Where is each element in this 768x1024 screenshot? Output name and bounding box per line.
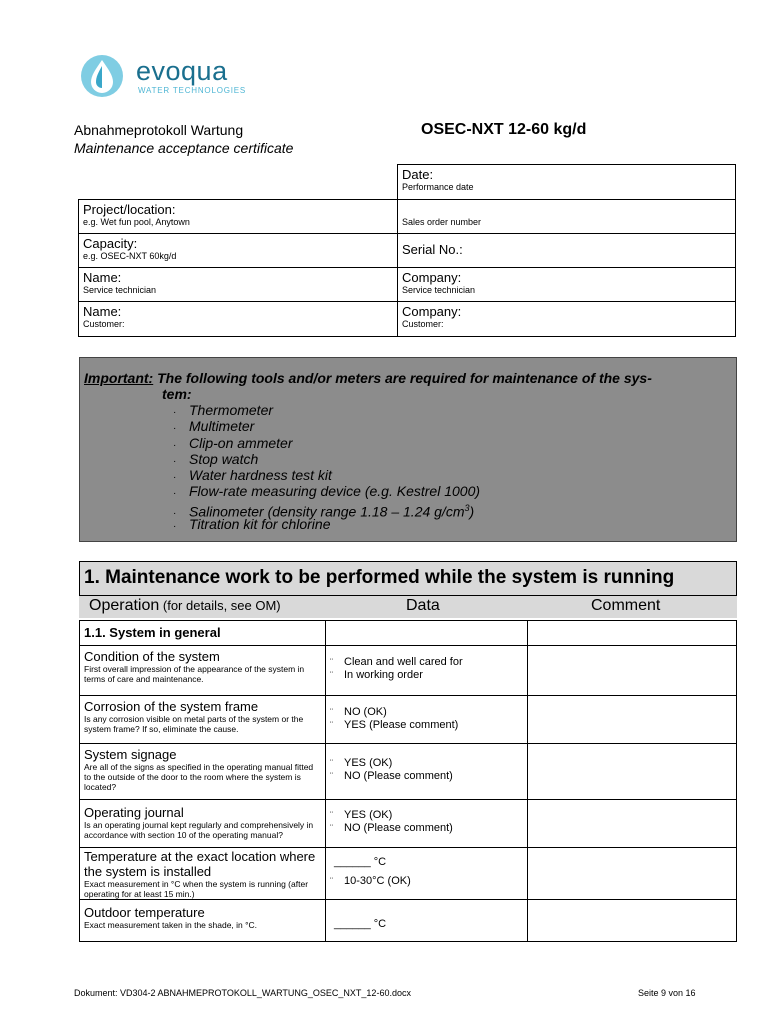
logo-brand: evoqua — [136, 56, 228, 86]
technician-name-sub: Service technician — [83, 285, 157, 295]
technician-company-cell[interactable] — [397, 267, 736, 302]
sales-order-cell[interactable] — [397, 199, 736, 234]
column-headers — [79, 596, 737, 618]
section-title: 1. Maintenance work to be performed while the system is running — [79, 561, 737, 596]
list-item: · Thermometer — [173, 402, 274, 418]
checkbox-option[interactable]: ¨ NO (Please comment) — [330, 770, 453, 782]
list-item: · Titration kit for chlorine — [173, 516, 331, 533]
checkbox-option[interactable]: ¨ Clean and well cared for — [330, 656, 463, 668]
table-row: Outdoor temperature Exact measurement taken in the shade, in °C. ______ °C — [79, 900, 737, 942]
technician-company-label: Company: — [402, 270, 462, 285]
title-english: Maintenance acceptance certificate — [74, 140, 294, 156]
customer-company-label: Company: — [402, 304, 462, 319]
footer-document: Dokument: VD304-2 ABNAHMEPROTOKOLL_WARTUNG_OSEC_NXT_12-60.docx — [74, 988, 411, 998]
list-item: · Flow-rate measuring device (e.g. Kestrel 1000) — [173, 483, 481, 500]
evoqua-logo — [80, 54, 270, 98]
title-german: Abnahmeprotokoll Wartung — [74, 122, 244, 138]
technician-company-sub: Service technician — [402, 285, 476, 295]
technician-name-label: Name: — [83, 270, 122, 285]
table-row: Condition of the system First overall impression of the appearance of the system in terms of care and maintenance. ¨ Clean and well cared for ¨ In working order — [79, 646, 737, 696]
capacity-cell[interactable] — [78, 233, 398, 268]
comment-cell[interactable] — [528, 696, 738, 743]
date-sub: Performance date — [402, 182, 474, 192]
comment-cell[interactable] — [528, 848, 738, 899]
table-row: Corrosion of the system frame Is any corrosion visible on metal parts of the system or the system frame? If so, eliminate the cause. ¨ NO (OK) ¨ YES (Please comment) — [79, 696, 737, 744]
comment-cell[interactable] — [528, 800, 738, 847]
customer-company-sub: Customer: — [402, 319, 444, 329]
subsection-title: 1.1. System in general — [84, 625, 221, 640]
checkbox-option[interactable]: ¨ YES (OK) — [330, 809, 393, 821]
date-cell[interactable] — [397, 164, 736, 200]
checkbox-option[interactable]: ¨ In working order — [330, 669, 423, 681]
serial-label: Serial No.: — [402, 242, 463, 257]
list-item: · Multimeter — [173, 418, 255, 435]
checkbox-option[interactable]: ¨ YES (OK) — [330, 757, 393, 769]
list-item: · Water hardness test kit — [173, 467, 332, 484]
important-text-1: The following tools and/or meters are required for maintenance of the sys- — [153, 370, 652, 386]
checkbox-option[interactable]: ¨ 10-30°C (OK) — [330, 875, 411, 887]
col-comment: Comment — [591, 597, 661, 614]
table-row: System signage Are all of the signs as specified in the operating manual fitted to the outside of the door to the room where the system is located? ¨ YES (OK) ¨ NO (Please comment) — [79, 744, 737, 800]
temperature-input[interactable]: ______ °C — [334, 918, 387, 930]
footer-page: Seite 9 von 16 — [638, 988, 696, 998]
important-text-2: tem: — [162, 386, 192, 402]
serial-cell[interactable] — [397, 233, 736, 268]
project-label: Project/location: — [83, 202, 176, 217]
table-row: Temperature at the exact location where the system is installed Exact measurement in °C when the system is running (after operating for at least 15 min.) ______ °C ¨ 10-30°C (OK) — [79, 848, 737, 900]
customer-name-label: Name: — [83, 304, 122, 319]
capacity-sub: e.g. OSEC-NXT 60kg/d — [83, 251, 177, 261]
logo-tagline: WATER TECHNOLOGIES — [138, 86, 247, 95]
customer-name-cell[interactable] — [78, 301, 398, 337]
checkbox-option[interactable]: ¨ NO (Please comment) — [330, 822, 453, 834]
model-title: OSEC-NXT 12-60 kg/d — [421, 121, 587, 138]
customer-company-cell[interactable] — [397, 301, 736, 337]
tools-list — [173, 402, 480, 532]
capacity-label: Capacity: — [83, 236, 138, 251]
list-item: · Stop watch — [173, 450, 259, 467]
checkbox-option[interactable]: ¨ YES (Please comment) — [330, 719, 459, 731]
project-cell[interactable] — [78, 199, 398, 234]
comment-cell[interactable] — [528, 744, 738, 799]
list-item: · Salinometer (density range 1.18 – 1.24 $g/cm^3$) — [173, 502, 475, 520]
important-notice — [79, 357, 737, 542]
list-item: · Clip-on ammeter — [173, 434, 293, 451]
customer-name-sub: Customer: — [83, 319, 125, 329]
comment-cell[interactable] — [528, 900, 738, 941]
project-sub: e.g. Wet fun pool, Anytown — [83, 217, 190, 227]
table-row — [79, 620, 737, 646]
important-heading: Important: — [84, 370, 154, 386]
temperature-input[interactable]: ______ °C — [334, 856, 387, 868]
checkbox-option[interactable]: ¨ NO (OK) — [330, 706, 387, 718]
important-line-1 — [84, 370, 652, 386]
comment-cell[interactable] — [528, 646, 738, 695]
water-drop-icon — [80, 54, 126, 98]
date-label: Date: — [402, 167, 434, 182]
table-row: Operating journal Is an operating journal kept regularly and comprehensively in accordance with section 10 of the operating manual? ¨ YES (OK) ¨ NO (Please comment) — [79, 800, 737, 848]
sales-order-sub: Sales order number — [402, 217, 482, 227]
col-data: Data — [406, 597, 440, 614]
col-operation: Operation (for details, see OM) — [89, 597, 281, 614]
technician-name-cell[interactable] — [78, 267, 398, 302]
